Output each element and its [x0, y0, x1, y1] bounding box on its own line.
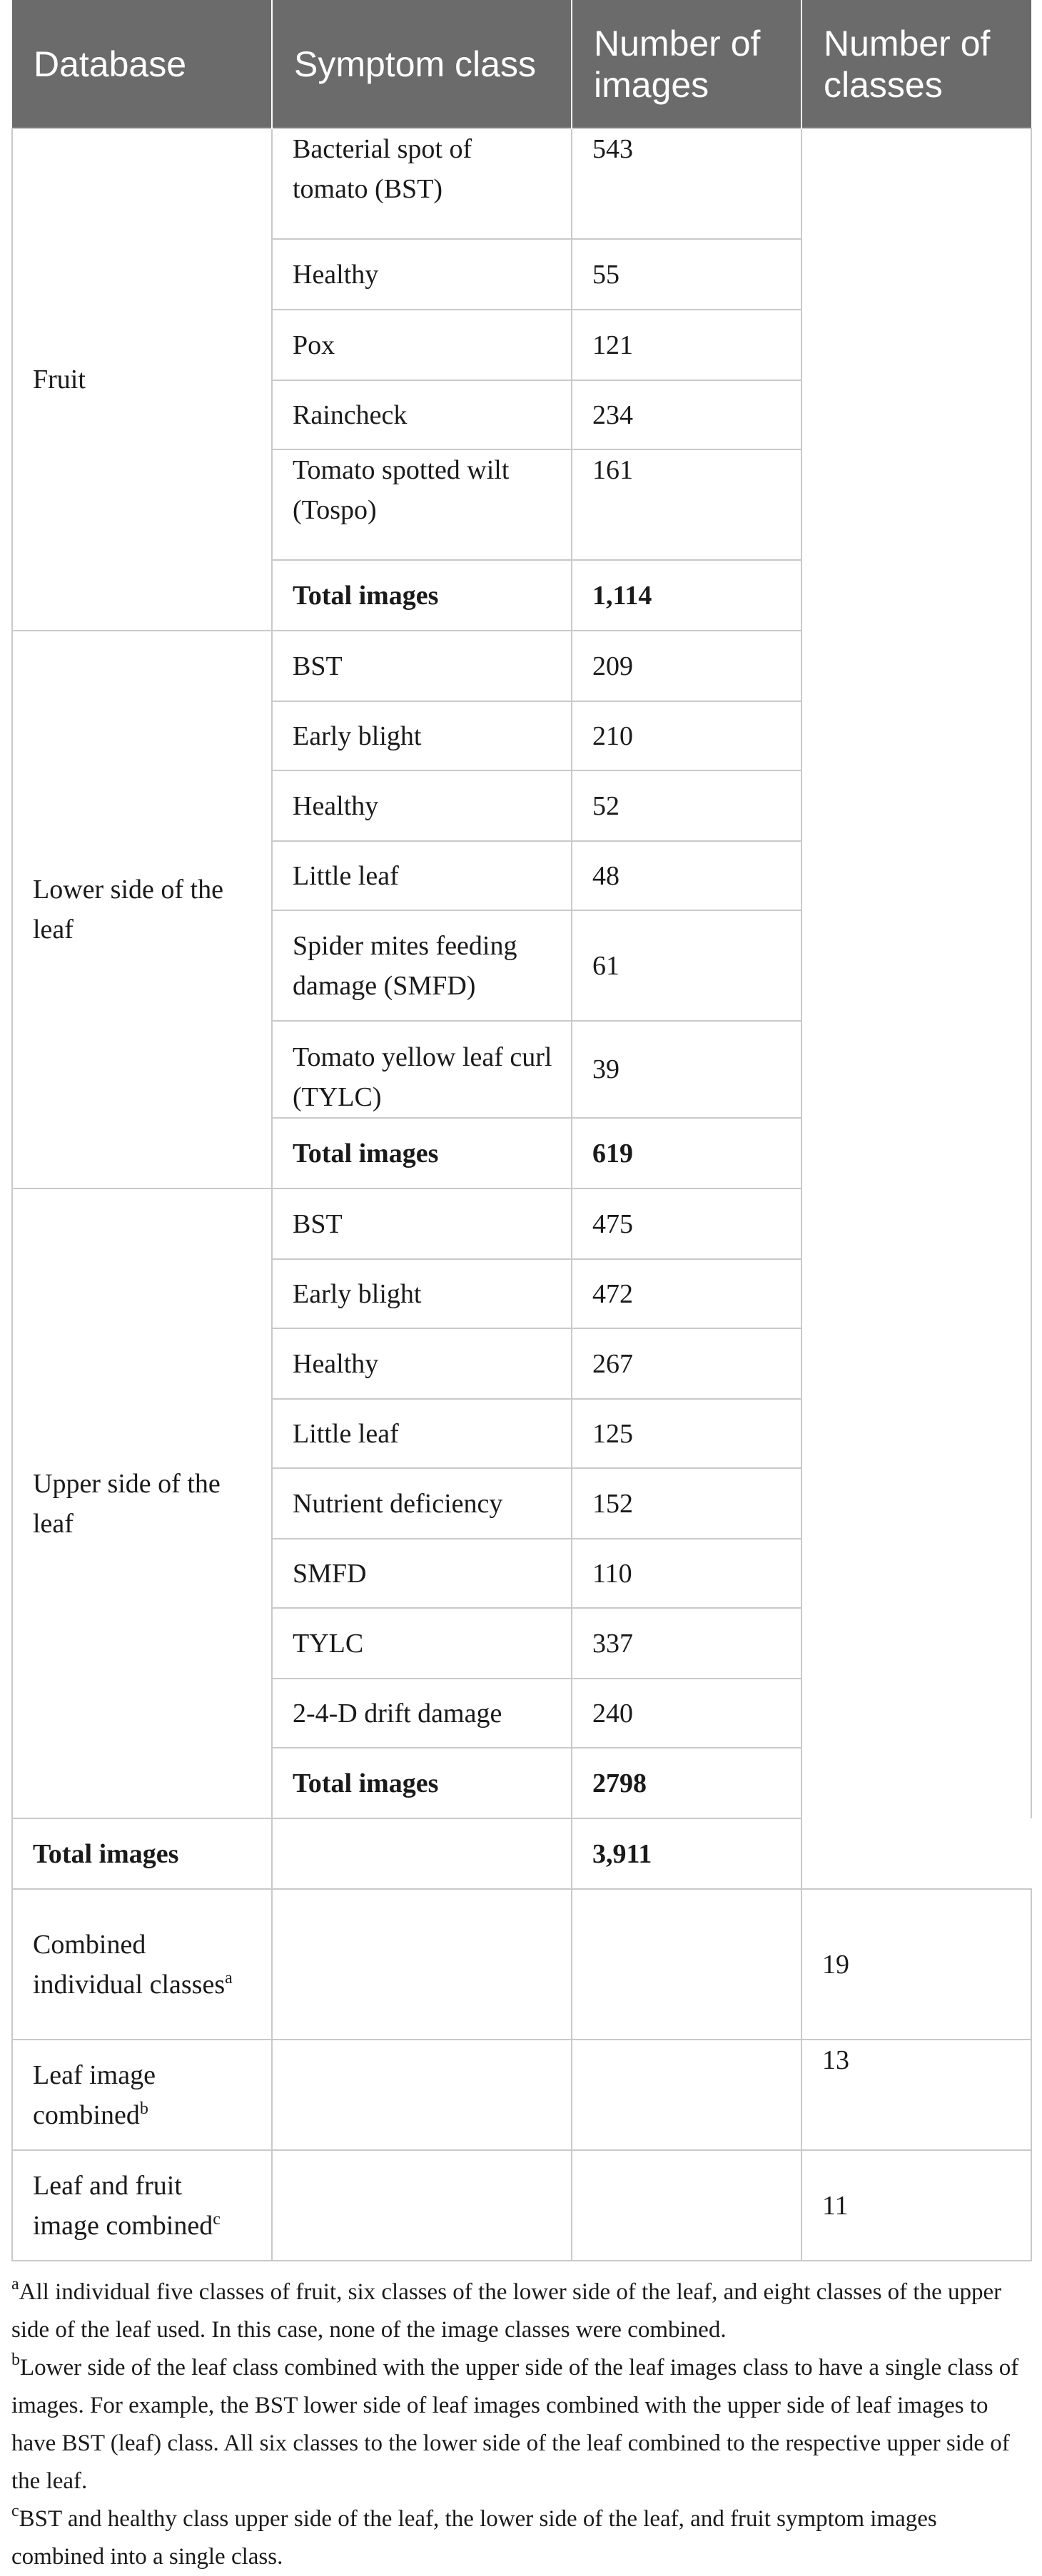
grand-total-label: Total images	[12, 1818, 272, 1889]
count-cell: 337	[572, 1608, 801, 1679]
symptom-cell: Healthy	[272, 770, 572, 841]
total-label: Total images	[272, 1748, 572, 1818]
header-number-of-classes: Number of classes	[801, 0, 1031, 128]
footnote-b	[11, 2349, 1031, 2500]
symptom-cell: Tomato spotted wilt (Tospo)	[272, 449, 572, 560]
combined-label-text: Leaf and fruit image combined	[33, 2170, 213, 2241]
count-cell: 110	[572, 1539, 801, 1608]
combined-empty-cell	[272, 2150, 572, 2261]
symptom-cell: Healthy	[272, 239, 572, 310]
footnote-mark: b	[11, 2351, 20, 2369]
count-cell: 61	[572, 910, 801, 1021]
combined-label	[12, 2040, 272, 2150]
symptom-cell: Raincheck	[272, 380, 572, 449]
combined-classes: 19	[801, 1889, 1031, 2040]
symptom-cell: SMFD	[272, 1539, 572, 1608]
symptom-cell: TYLC	[272, 1608, 572, 1679]
header-row	[12, 0, 1031, 128]
symptom-cell: Early blight	[272, 1259, 572, 1328]
header-number-of-images: Number of images	[572, 0, 801, 128]
table-row	[12, 128, 1031, 239]
footnote-text: Lower side of the leaf class combined with the upper side of the leaf images class to have a single class of images. For example, the BST lower side of leaf images combined with the upper side of leaf images to have BST (leaf) class. All six classes to the lower side of the leaf combined to the respective upper side of the leaf.	[11, 2355, 1019, 2494]
grand-total-row	[12, 1818, 1031, 1889]
count-cell: 210	[572, 701, 801, 770]
symptom-cell: Spider mites feeding damage (SMFD)	[272, 910, 572, 1021]
symptom-cell: Early blight	[272, 701, 572, 770]
symptom-cell: Bacterial spot of tomato (BST)	[272, 128, 572, 239]
total-label: Total images	[272, 1118, 572, 1188]
symptom-cell: 2-4-D drift damage	[272, 1679, 572, 1748]
symptom-cell: Little leaf	[272, 1399, 572, 1468]
count-cell: 234	[572, 380, 801, 449]
footnote-text: BST and healthy class upper side of the leaf, the lower side of the leaf, and fruit symptom images combined into a single class.	[11, 2506, 937, 2570]
count-cell: 52	[572, 770, 801, 841]
count-cell: 475	[572, 1188, 801, 1259]
footnote-text: All individual five classes of fruit, six classes of the lower side of the leaf, and eight classes of the upper side of the leaf used. In this case, none of the image classes were combined.	[11, 2279, 1002, 2343]
combined-empty-cell	[572, 1889, 801, 2040]
count-cell: 121	[572, 310, 801, 380]
classes-empty-cell	[801, 128, 1031, 1818]
header-symptom-class: Symptom class	[272, 0, 572, 128]
data-table	[11, 0, 1032, 2261]
database-fruit: Fruit	[12, 128, 272, 631]
count-cell: 39	[572, 1021, 801, 1118]
footnote-c	[11, 2500, 1031, 2576]
combined-label	[12, 1889, 272, 2040]
footnote-mark: c	[213, 2209, 221, 2229]
count-cell: 267	[572, 1328, 801, 1399]
grand-total-symptom-empty	[272, 1818, 572, 1889]
total-count: 2798	[572, 1748, 801, 1818]
count-cell: 543	[572, 128, 801, 239]
combined-empty-cell	[572, 2040, 801, 2150]
combined-empty-cell	[272, 2040, 572, 2150]
database-lower-leaf: Lower side of the leaf	[12, 631, 272, 1188]
combined-empty-cell	[272, 1889, 572, 2040]
symptom-cell: Pox	[272, 310, 572, 380]
combined-row	[12, 1889, 1031, 2040]
symptom-cell: BST	[272, 631, 572, 701]
total-label: Total images	[272, 560, 572, 631]
footnote-mark: b	[139, 2099, 148, 2118]
combined-classes: 11	[801, 2150, 1031, 2261]
combined-label	[12, 2150, 272, 2261]
footnotes	[11, 2274, 1031, 2576]
footnote-mark: c	[11, 2502, 19, 2520]
combined-row	[12, 2040, 1031, 2150]
count-cell: 240	[572, 1679, 801, 1748]
combined-label-text: Leaf image combined	[33, 2060, 156, 2130]
combined-empty-cell	[572, 2150, 801, 2261]
footnote-mark: a	[225, 1968, 233, 1987]
total-count: 1,114	[572, 560, 801, 631]
count-cell: 125	[572, 1399, 801, 1468]
header-database: Database	[12, 0, 272, 128]
combined-classes: 13	[801, 2040, 1031, 2150]
grand-total-count: 3,911	[572, 1818, 801, 1889]
symptom-cell: Little leaf	[272, 841, 572, 910]
count-cell: 55	[572, 239, 801, 310]
symptom-cell: Tomato yellow leaf curl (TYLC)	[272, 1021, 572, 1118]
combined-label-text: Combined individual classes	[33, 1929, 226, 2000]
combined-row	[12, 2150, 1031, 2261]
symptom-cell: Healthy	[272, 1328, 572, 1399]
footnote-a	[11, 2274, 1031, 2349]
total-count: 619	[572, 1118, 801, 1188]
count-cell: 161	[572, 449, 801, 560]
symptom-cell: Nutrient deficiency	[272, 1468, 572, 1539]
footnote-mark: a	[11, 2275, 19, 2294]
count-cell: 209	[572, 631, 801, 701]
count-cell: 152	[572, 1468, 801, 1539]
database-upper-leaf: Upper side of the leaf	[12, 1188, 272, 1818]
count-cell: 48	[572, 841, 801, 910]
count-cell: 472	[572, 1259, 801, 1328]
symptom-cell: BST	[272, 1188, 572, 1259]
